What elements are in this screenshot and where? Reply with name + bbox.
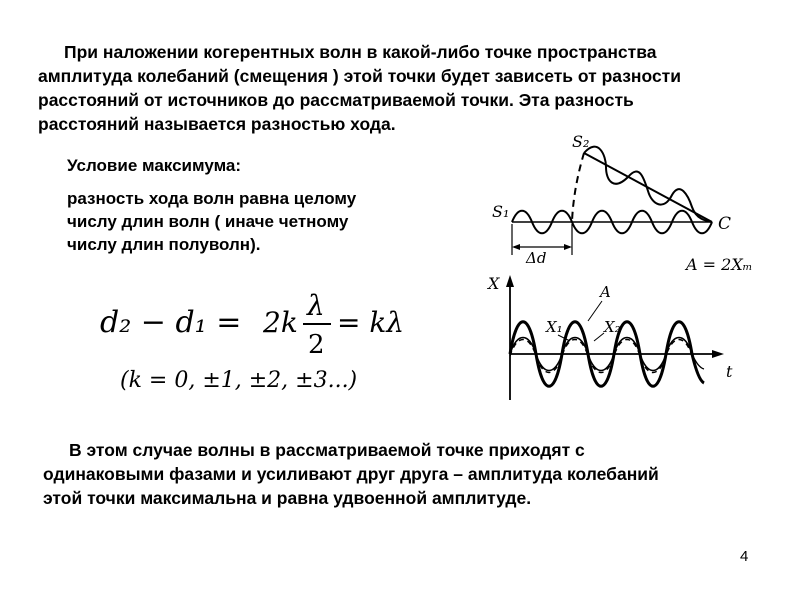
- formula-lhs: d₂ − d₁ =: [100, 305, 242, 340]
- formula-k-values: (k = 0, ±1, ±2, ±3...): [120, 368, 358, 393]
- conclusion-line: одинаковыми фазами и усиливают друг друга – амплитуда колебаний: [43, 464, 659, 484]
- wave-sources-diagram: [492, 132, 753, 274]
- oscillation-graph: [486, 274, 733, 400]
- formula-rhs: = kλ: [337, 306, 405, 339]
- page-number: 4: [740, 548, 749, 565]
- conclusion-line: В этом случае волны в рассматриваемой точке приходят с: [69, 440, 585, 460]
- dashed-arc: [572, 153, 584, 222]
- formula-fraction-denominator: 2: [308, 330, 325, 360]
- condition-line: числу длин волн ( иначе четному: [67, 212, 349, 231]
- delta-d-label: Δd: [526, 249, 547, 267]
- s1-label: S₁: [492, 202, 510, 221]
- amplitude-label: A = 2Xₘ: [686, 255, 753, 274]
- formula-coefficient: 2k: [263, 306, 298, 339]
- curve-a-label: A: [600, 283, 611, 301]
- t-axis-label: t: [726, 362, 733, 381]
- s2-label: S₂: [572, 132, 590, 151]
- curve-x1-label: X₁: [546, 318, 563, 336]
- delta-arrowhead-right: [564, 244, 572, 250]
- conclusion-line: этой точки максимальна и равна удвоенной амплитуде.: [43, 488, 532, 508]
- formula-fraction-numerator: λ: [307, 289, 325, 322]
- intro-line: расстояний от источников до рассматриваемой точки. Эта разность: [38, 90, 634, 110]
- delta-arrowhead-left: [512, 244, 520, 250]
- intro-paragraph: [38, 40, 778, 136]
- c-label: C: [718, 214, 732, 234]
- maximum-condition-text: [67, 187, 427, 256]
- condition-line: числу длин полуволн).: [67, 235, 261, 254]
- t-axis-arrow: [712, 350, 724, 358]
- x-axis-arrow: [506, 275, 514, 287]
- condition-line: разность хода волн равна целому: [67, 189, 357, 208]
- x-axis-label: X: [488, 274, 500, 293]
- intro-line: амплитуда колебаний (смещения ) этой точки будет зависеть от разности: [38, 66, 682, 86]
- curve-x2-label: X₂: [604, 318, 621, 336]
- curve-x2-leader: [594, 333, 604, 341]
- curve-a-leader: [588, 301, 602, 321]
- path-difference-formula: [95, 275, 415, 400]
- conclusion-paragraph: [43, 438, 783, 510]
- intro-line: расстояний называется разностью хода.: [38, 114, 396, 134]
- interference-diagram: [480, 125, 760, 415]
- intro-line: При наложении когерентных волн в какой-либо точке пространства: [64, 42, 657, 62]
- maximum-condition-heading: Условие максимума:: [67, 156, 242, 175]
